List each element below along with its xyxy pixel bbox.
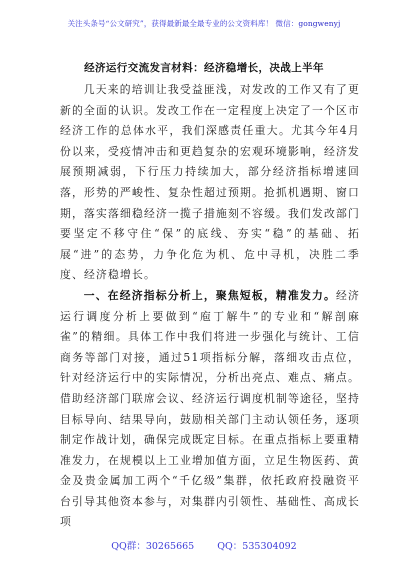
paragraph-intro <box>60 80 360 286</box>
document-title: 经济运行交流发言材料：经济稳增长，决战上半年 <box>84 62 324 74</box>
qq-group-number: QQ群：30265665 <box>111 541 195 552</box>
header-banner <box>36 18 372 29</box>
banner-text: 关注头条号“公文研究”，获得最新最全最专业的公文资料库！ 微信： <box>67 19 299 28</box>
wechat-handle: gongwenyj <box>298 19 341 28</box>
section-heading: 一、在经济指标分析上，聚焦短板，精准发力。 <box>83 288 336 302</box>
paragraph-section-1 <box>60 286 360 533</box>
footer-contact <box>40 538 368 552</box>
qq-number: QQ：535304092 <box>217 541 297 552</box>
paragraph-text: 经济运行调度分析上要做到“庖丁解牛”的专业和“解剖麻雀”的精细。具体工作中我们将进一步强化与统计、工信商务等部门对接，通过51项指标分解，落细攻击点位，针对经济运行中的实际情况，分析出亮点、难点、痛点。借助经济部门联席会议、经济运行调度机制等途径，坚持目标导向、结果导向，鼓励相关部门主动认领任务，逐项制定作战计划，确保完成既定目标。在重点指标上要重精准发力，在规模以上工业增加值方面，立足生物医药、黄金及贵金属加工两个“千亿级”集群，依托政府投融资平台引导其他资本参与，对集群内引领性、基础性、高成长项 <box>60 288 360 529</box>
document-body <box>60 80 360 533</box>
paragraph-text: 几天来的培训让我受益匪浅，对发改的工作又有了更新的全面的认识。发改工作在一定程度上决定了一个区市经济工作的总体水平，我们深感责任重大。尤其今年4月份以来，受疫情冲击和更趋复杂的宏观环境影响，经济发展预期减弱，下行压力持续加大，部分经济指标增速回落，形势的严峻性、复杂性超过预期。抢抓机遇期、窗口期，落实落细稳经济一揽子措施刻不容缓。我们发改部门要坚定不移守住“保”的底线、夯实“稳”的基础、拓展“进”的态势，力争化危为机、危中寻机，决胜二季度、经济稳增长。 <box>60 83 360 282</box>
